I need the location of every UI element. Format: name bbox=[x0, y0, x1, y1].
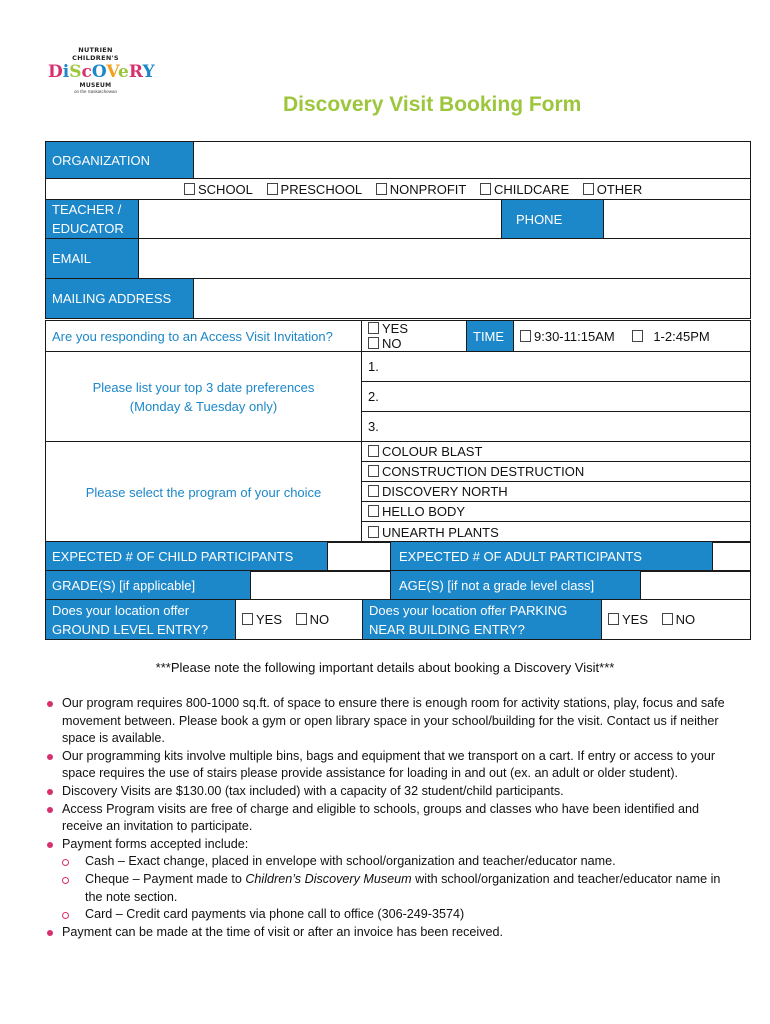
time-afternoon[interactable]: 1-2:45PM bbox=[632, 329, 709, 344]
program-colour-blast[interactable]: COLOUR BLAST bbox=[362, 442, 751, 462]
bullet-icon bbox=[47, 701, 53, 707]
email-label: EMAIL bbox=[46, 239, 139, 279]
adult-participants-field[interactable] bbox=[713, 542, 751, 572]
logo-tagline: on the Saskatchewan bbox=[73, 89, 118, 94]
mailing-address-field[interactable] bbox=[194, 279, 751, 319]
list-item: Our program requires 800-1000 sq.ft. of space to ensure there is enough room for activity stations, play, focus and safe movement between. Please book a gym or open library space in your school/building for the visit. Contact us if neither space is available. bbox=[45, 695, 735, 748]
page-title: Discovery Visit Booking Form bbox=[283, 93, 582, 116]
time-options bbox=[514, 321, 751, 352]
booking-note: ***Please note the following important details about booking a Discovery Visit*** bbox=[155, 660, 615, 675]
teacher-label: TEACHER / EDUCATOR bbox=[46, 200, 139, 239]
date-slot-2[interactable]: 2. bbox=[362, 382, 751, 412]
access-no[interactable]: NO bbox=[368, 336, 402, 351]
parking-question: Does your location offer PARKING NEAR BUILDING ENTRY? bbox=[363, 600, 602, 640]
checkbox-icon bbox=[368, 465, 379, 477]
org-type-school[interactable]: SCHOOL bbox=[184, 182, 253, 197]
phone-field[interactable] bbox=[604, 200, 751, 239]
program-prompt: Please select the program of your choice bbox=[46, 442, 362, 543]
ground-level-yes[interactable]: YES bbox=[242, 612, 282, 627]
grades-field[interactable] bbox=[251, 571, 391, 600]
checkbox-icon bbox=[520, 330, 531, 342]
contact-table bbox=[45, 141, 751, 319]
teacher-field[interactable] bbox=[139, 200, 502, 239]
checkbox-icon bbox=[184, 183, 195, 195]
list-item: Access Program visits are free of charge and eligible to schools, groups and classes who have been identified and receive an invitation to participate. bbox=[45, 801, 735, 836]
checkbox-icon bbox=[368, 337, 379, 349]
list-item: Payment forms accepted include: bbox=[45, 836, 735, 854]
logo-museum: MUSEUM bbox=[79, 82, 112, 89]
grades-label: GRADE(S) [if applicable] bbox=[46, 571, 251, 600]
sub-bullet-icon bbox=[62, 877, 69, 884]
ages-label: AGE(S) [if not a grade level class] bbox=[391, 571, 641, 600]
phone-label: PHONE bbox=[502, 200, 604, 239]
bullet-icon bbox=[47, 789, 53, 795]
sub-list-item: Cash – Exact change, placed in envelope with school/organization and teacher/educator name. bbox=[45, 853, 735, 871]
sub-list-item: Cheque – Payment made to Children’s Discovery Museum with school/organization and teacher/educator name in the note section. bbox=[45, 871, 735, 906]
visit-table bbox=[45, 320, 751, 543]
ground-level-options bbox=[236, 600, 363, 640]
child-participants-field[interactable] bbox=[328, 542, 391, 572]
program-construction-destruction[interactable]: CONSTRUCTION DESTRUCTION bbox=[362, 462, 751, 482]
bullet-icon bbox=[47, 842, 53, 848]
checkbox-icon bbox=[662, 613, 673, 625]
checkbox-icon bbox=[267, 183, 278, 195]
bullet-icon bbox=[47, 807, 53, 813]
bullet-icon bbox=[47, 930, 53, 936]
time-morning[interactable]: 9:30-11:15AM bbox=[520, 329, 615, 344]
checkbox-icon bbox=[242, 613, 253, 625]
logo-childrens: CHILDREN'S bbox=[72, 54, 119, 62]
checkbox-icon bbox=[480, 183, 491, 195]
logo-discovery-word: DiScOVeRY bbox=[48, 62, 155, 82]
org-type-options bbox=[46, 179, 751, 200]
participants-table bbox=[45, 541, 751, 572]
mailing-address-label: MAILING ADDRESS bbox=[46, 279, 194, 319]
date-slot-3[interactable]: 3. bbox=[362, 412, 751, 442]
grades-table bbox=[45, 570, 751, 600]
checkbox-icon bbox=[368, 445, 379, 457]
time-label: TIME bbox=[467, 321, 514, 352]
details-list bbox=[45, 695, 735, 941]
sub-bullet-icon bbox=[62, 859, 69, 866]
ground-level-no[interactable]: NO bbox=[296, 612, 330, 627]
checkbox-icon bbox=[368, 526, 379, 538]
org-type-nonprofit[interactable]: NONPROFIT bbox=[376, 182, 467, 197]
sub-list-item: Card – Credit card payments via phone call to office (306-249-3574) bbox=[45, 906, 735, 924]
org-type-other[interactable]: OTHER bbox=[583, 182, 643, 197]
organization-field[interactable] bbox=[194, 142, 751, 179]
bullet-icon bbox=[47, 754, 53, 760]
parking-no[interactable]: NO bbox=[662, 612, 696, 627]
org-type-preschool[interactable]: PRESCHOOL bbox=[267, 182, 363, 197]
parking-yes[interactable]: YES bbox=[608, 612, 648, 627]
adult-participants-label: EXPECTED # OF ADULT PARTICIPANTS bbox=[391, 542, 713, 572]
checkbox-icon bbox=[583, 183, 594, 195]
checkbox-icon bbox=[368, 322, 379, 334]
program-hello-body[interactable]: HELLO BODY bbox=[362, 502, 751, 522]
org-type-childcare[interactable]: CHILDCARE bbox=[480, 182, 569, 197]
program-unearth-plants[interactable]: UNEARTH PLANTS bbox=[362, 522, 751, 543]
checkbox-icon bbox=[368, 485, 379, 497]
checkbox-icon bbox=[368, 505, 379, 517]
date-preference-prompt: Please list your top 3 date preferences (Monday & Tuesday only) bbox=[46, 352, 362, 442]
list-item: Payment can be made at the time of visit or after an invoice has been received. bbox=[45, 924, 735, 942]
ground-level-question: Does your location offer GROUND LEVEL ENTRY? bbox=[46, 600, 236, 640]
access-yes[interactable]: YES bbox=[368, 321, 408, 336]
checkbox-icon bbox=[608, 613, 619, 625]
ages-field[interactable] bbox=[641, 571, 751, 600]
checkbox-icon bbox=[376, 183, 387, 195]
checkbox-icon bbox=[632, 330, 643, 342]
program-discovery-north[interactable]: DISCOVERY NORTH bbox=[362, 482, 751, 502]
organization-label: ORGANIZATION bbox=[46, 142, 194, 179]
date-slot-1[interactable]: 1. bbox=[362, 352, 751, 382]
email-field[interactable] bbox=[139, 239, 751, 279]
list-item: Discovery Visits are $130.00 (tax included) with a capacity of 32 student/child participants. bbox=[45, 783, 735, 801]
logo-nutrien: NUTRIEN bbox=[78, 46, 113, 54]
access-options bbox=[362, 321, 467, 352]
entry-table bbox=[45, 599, 751, 640]
parking-options bbox=[602, 600, 751, 640]
checkbox-icon bbox=[296, 613, 307, 625]
access-question: Are you responding to an Access Visit Invitation? bbox=[46, 321, 362, 352]
sub-bullet-icon bbox=[62, 912, 69, 919]
child-participants-label: EXPECTED # OF CHILD PARTICIPANTS bbox=[46, 542, 328, 572]
list-item: Our programming kits involve multiple bins, bags and equipment that we transport on a cart. If entry or access to your space requires the use of stairs please provide assistance for loading in and out (ex. an adult or older student). bbox=[45, 748, 735, 783]
museum-logo bbox=[48, 46, 155, 126]
